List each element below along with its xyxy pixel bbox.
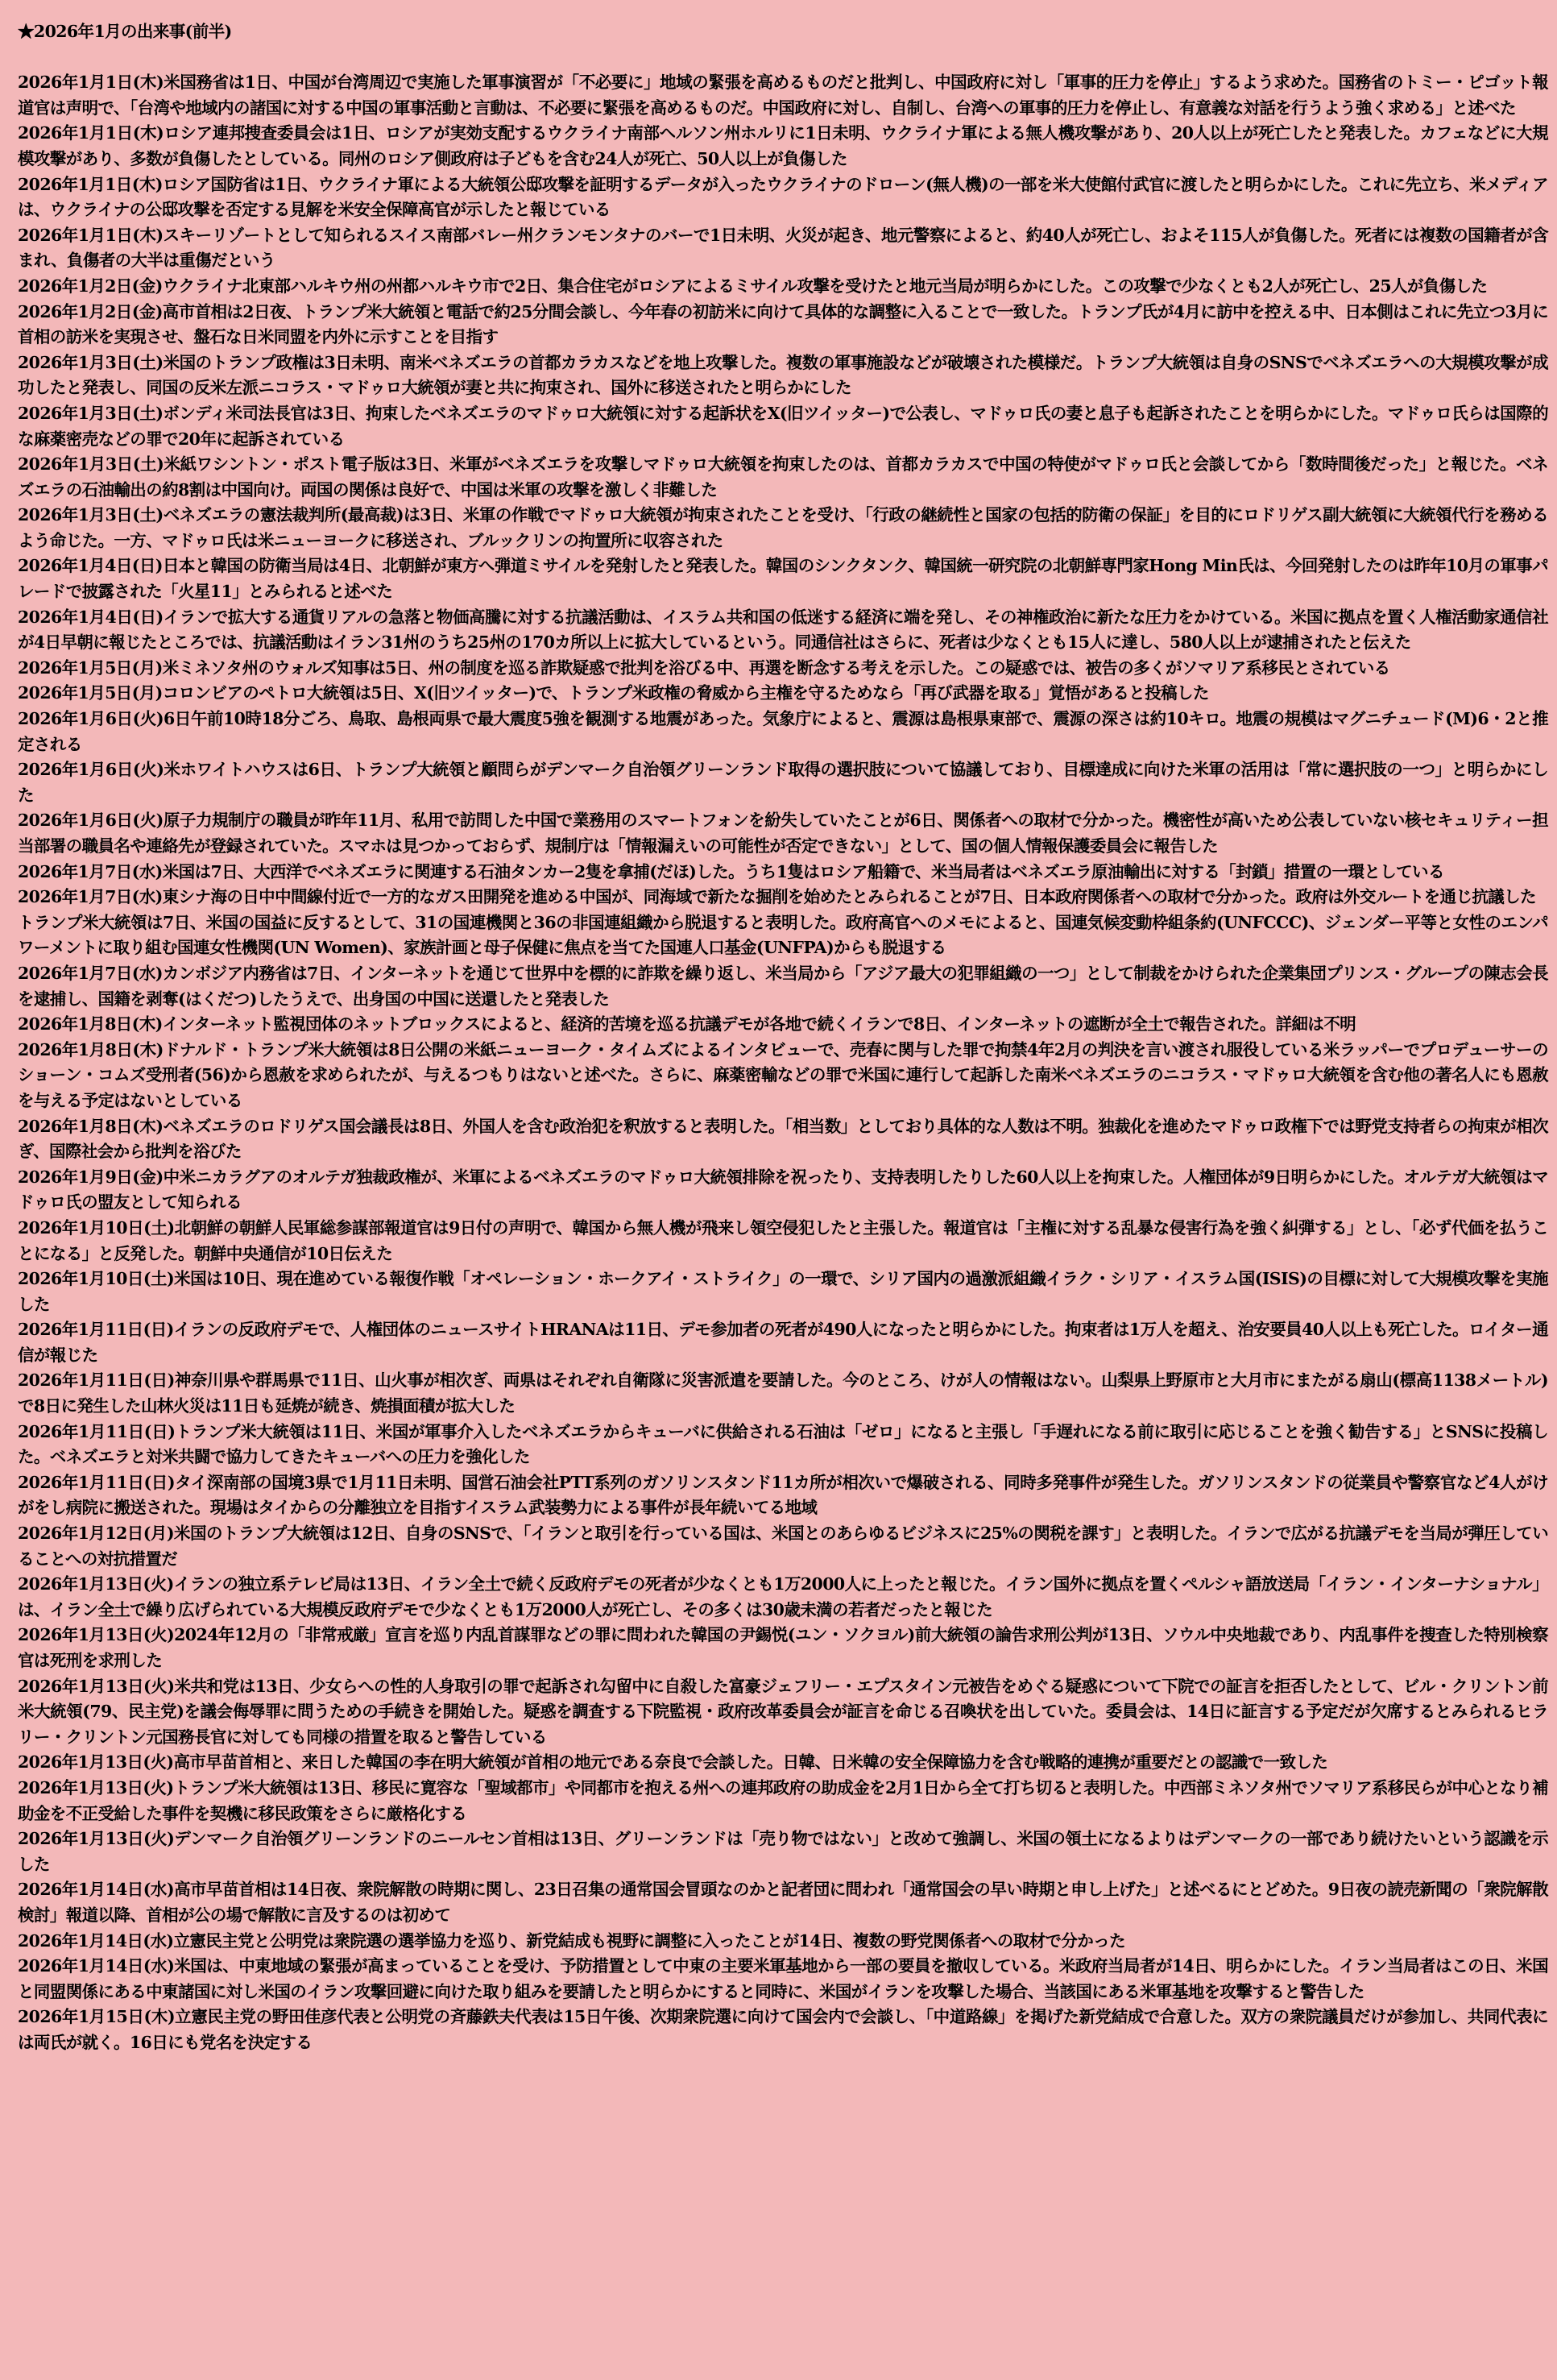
- news-entry: 2026年1月10日(土)米国は10日、現在進めている報復作戦「オペレーション・ホークアイ・ストライク」の一環で、シリア国内の過激派組織イラク・シリア・イスラム国(ISIS)の目標に対して大規模攻撃を実施した: [18, 1269, 1548, 1314]
- news-entry: 2026年1月8日(木)ベネズエラのロドリゲス国会議長は8日、外国人を含む政治犯を釈放すると表明した。「相当数」としており具体的な人数は不明。独裁化を進めたマドゥロ政権下では野党支持者らの拘束が相次ぎ、国際社会から批判を浴びた: [18, 1116, 1548, 1162]
- news-entry: 2026年1月5日(月)米ミネソタ州のウォルズ知事は5日、州の制度を巡る詐欺疑惑で批判を浴びる中、再選を断念する考えを示した。この疑惑では、被告の多くがソマリア系移民とされている: [18, 657, 1390, 678]
- news-entry: 2026年1月5日(月)コロンビアのペトロ大統領は5日、X(旧ツイッター)で、トランプ米政権の脅威から主権を守るためなら「再び武器を取る」覚悟があると投稿した: [18, 683, 1209, 703]
- news-entry: 2026年1月13日(火)高市早苗首相と、来日した韓国の李在明大統領が首相の地元である奈良で会談した。日韓、日米韓の安全保障協力を含む戦略的連携が重要だとの認識で一致した: [18, 1752, 1328, 1773]
- news-entry: 2026年1月2日(金)高市首相は2日夜、トランプ米大統領と電話で約25分間会談し、今年春の初訪米に向けて具体的な調整に入ることで一致した。トランプ氏が4月に訪中を控える中、日本側はこれに先立つ3月に首相の訪米を実現させ、盤石な日米同盟を内外に示すことを目指す: [18, 301, 1548, 347]
- news-entry: 2026年1月13日(火)2024年12月の「非常戒厳」宣言を巡り内乱首謀罪などの罪に問われた韓国の尹錫悦(ユン・ソクヨル)前大統領の論告求刑公判が13日、ソウル中央地裁であり、内乱事件を捜査した特別検察官は死刑を求刑した: [18, 1625, 1548, 1670]
- news-entry: 2026年1月12日(月)米国のトランプ大統領は12日、自身のSNSで、「イランと取引を行っている国は、米国とのあらゆるビジネスに25%の関税を課す」と表明した。イランで広がる抗議デモを当局が弾圧していることへの対抗措置だ: [18, 1524, 1548, 1569]
- news-entry: 2026年1月1日(木)スキーリゾートとして知られるスイス南部バレー州クランモンタナのバーで1日未明、火災が起き、地元警察によると、約40人が死亡し、およそ115人が負傷した。死者には複数の国籍者が含まれ、負傷者の大半は重傷だという: [18, 225, 1548, 271]
- news-entry: 2026年1月13日(火)イランの独立系テレビ局は13日、イラン全土で続く反政府デモの死者が少なくとも1万2000人に上ったと報じた。イラン国外に拠点を置くペルシャ語放送局「イラン・インターナショナル」は、イラン全土で繰り広げられている大規模反政府デモで少なくとも1万2000人が死亡し、その多くは30歳未満の若者だったと報じた: [18, 1574, 1548, 1619]
- news-entry: 2026年1月1日(木)ロシア国防省は1日、ウクライナ軍による大統領公邸攻撃を証明するデータが入ったウクライナのドローン(無人機)の一部を米大使館付武官に渡したと明らかにした。これに先立ち、米メディアは、ウクライナの公邸攻撃を否定する見解を米安全保障高官が示したと報じている: [18, 174, 1548, 220]
- news-entry: 2026年1月3日(土)米紙ワシントン・ポスト電子版は3日、米軍がベネズエラを攻撃しマドゥロ大統領を拘束したのは、首都カラカスで中国の特使がマドゥロ氏と会談してから「数時間後だった」と報じた。ベネズエラの石油輸出の約8割は中国向け。両国の関係は良好で、中国は米軍の攻撃を激しく非難した: [18, 454, 1548, 500]
- news-entry: 2026年1月15日(木)立憲民主党の野田佳彦代表と公明党の斉藤鉄夫代表は15日午後、次期衆院選に向けて国会内で会談し、「中道路線」を掲げた新党結成で合意した。双方の衆院議員だけが参加し、共同代表には両氏が就く。16日にも党名を決定する: [18, 2007, 1548, 2052]
- entry-list: [18, 70, 1548, 2055]
- news-entry: 2026年1月3日(土)ベネズエラの憲法裁判所(最高裁)は3日、米軍の作戦でマドゥロ大統領が拘束されたことを受け、「行政の継続性と国家の包括的防衛の保証」を目的にロドリゲス副大統領に大統領代行を務めるよう命じた。一方、マドゥロ氏は米ニューヨークに移送され、ブルックリンの拘置所に収容された: [18, 505, 1549, 550]
- news-entry: 2026年1月4日(日)日本と韓国の防衛当局は4日、北朝鮮が東方へ弾道ミサイルを発射したと発表した。韓国のシンクタンク、韓国統一研究院の北朝鮮専門家Hong Min氏は、今回発射したのは昨年10月の軍事パレードで披露された「火星11」とみられると述べた: [18, 556, 1548, 602]
- news-entry: 2026年1月1日(木)米国務省は1日、中国が台湾周辺で実施した軍事演習が「不必要に」地域の緊張を高めるものだと批判し、中国政府に対し「軍事的圧力を停止」するよう求めた。国務省のトミー・ピゴット報道官は声明で、「台湾や地域内の諸国に対する中国の軍事活動と言動は、不必要に緊張を高めるものだ。中国政府に対し、自制し、台湾への軍事的圧力を停止し、有意義な対話を行うよう強く求める」と述べた: [18, 73, 1548, 118]
- news-entry: 2026年1月7日(水)カンボジア内務省は7日、インターネットを通じて世界中を標的に詐欺を繰り返し、米当局から「アジア最大の犯罪組織の一つ」として制裁をかけられた企業集団プリンス・グループの陳志会長を逮捕し、国籍を剥奪(はくだつ)したうえで、出身国の中国に送還したと発表した: [18, 963, 1548, 1009]
- news-entry: 2026年1月6日(火)原子力規制庁の職員が昨年11月、私用で訪問した中国で業務用のスマートフォンを紛失していたことが6日、関係者への取材で分かった。機密性が高いため公表していない核セキュリティー担当部署の職員名や連絡先が登録されていた。スマホは見つかっておらず、規制庁は「情報漏えいの可能性が否定できない」として、国の個人情報保護委員会に報告した: [18, 811, 1548, 856]
- title-spacer: [18, 45, 1548, 71]
- news-entry: 2026年1月9日(金)中米ニカラグアのオルテガ独裁政権が、米軍によるベネズエラのマドゥロ大統領排除を祝ったり、支持表明したりした60人以上を拘束した。人権団体が9日明らかにした。オルテガ大統領はマドゥロ氏の盟友として知られる: [18, 1167, 1548, 1213]
- news-entry: 2026年1月3日(土)米国のトランプ政権は3日未明、南米ベネズエラの首都カラカスなどを地上攻撃した。複数の軍事施設などが破壊された模様だ。トランプ大統領は自身のSNSでベネズエラへの大規模攻撃が成功したと発表し、同国の反米左派ニコラス・マドゥロ大統領が妻と共に拘束され、国外に移送されたと明らかにした: [18, 352, 1548, 398]
- news-entry: 2026年1月13日(火)デンマーク自治領グリーンランドのニールセン首相は13日、グリーンランドは「売り物ではない」と改めて強調し、米国の領土になるよりはデンマークの一部であり続けたいという認識を示した: [18, 1829, 1548, 1874]
- news-entry: 2026年1月11日(日)タイ深南部の国境3県で1月11日未明、国営石油会社PTT系列のガソリンスタンド11カ所が相次いで爆破される、同時多発事件が発生した。ガソリンスタンドの従業員や警察官など4人がけがをし病院に搬送された。現場はタイからの分離独立を目指すイスラム武装勢力による事件が長年続いてる地域: [18, 1472, 1548, 1518]
- news-entry: 2026年1月3日(土)ボンディ米司法長官は3日、拘束したベネズエラのマドゥロ大統領に対する起訴状をX(旧ツイッター)で公表し、マドゥロ氏の妻と息子も起訴されたことを明らかにした。マドゥロ氏らは国際的な麻薬密売などの罪で20年に起訴されている: [18, 403, 1548, 449]
- news-entry: 2026年1月4日(日)イランで拡大する通貨リアルの急落と物価高騰に対する抗議活動は、イスラム共和国の低迷する経済に端を発し、その神権政治に新たな圧力をかけている。米国に拠点を置く人権活動家通信社が4日早朝に報じたところでは、抗議活動はイラン31州のうち25州の170カ所以上に拡大しているという。同通信社はさらに、死者は少なくとも15人に達し、580人以上が逮捕されたと伝えた: [18, 607, 1548, 653]
- news-entry: 2026年1月6日(火)米ホワイトハウスは6日、トランプ大統領と顧問らがデンマーク自治領グリーンランド取得の選択肢について協議しており、目標達成に向けた米軍の活用は「常に選択肢の一つ」と明らかにした: [18, 760, 1548, 805]
- news-entry: 2026年1月8日(木)ドナルド・トランプ米大統領は8日公開の米紙ニューヨーク・タイムズによるインタビューで、売春に関与した罪で拘禁4年2月の判決を言い渡され服役している米ラッパーでプロデューサーのショーン・コムズ受刑者(56)から恩赦を求められたが、与えるつもりはないと述べた。さらに、麻薬密輸などの罪で米国に連行して起訴した南米ベネズエラのニコラス・マドゥロ大統領を含む他の著名人にも恩赦を与える予定はないとしている: [18, 1039, 1548, 1110]
- news-entry: 2026年1月11日(日)神奈川県や群馬県で11日、山火事が相次ぎ、両県はそれぞれ自衛隊に災害派遣を要請した。今のところ、けが人の情報はない。山梨県上野原市と大月市にまたがる扇山(標高1138メートル)で8日に発生した山林火災は11日も延焼が続き、焼損面積が拡大した: [18, 1370, 1548, 1416]
- news-entry: 2026年1月6日(火)6日午前10時18分ごろ、鳥取、島根両県で最大震度5強を観測する地震があった。気象庁によると、震源は島根県東部で、震源の深さは約10キロ。地震の規模はマグニチュード(M)6・2と推定される: [18, 709, 1548, 754]
- news-entry: トランプ米大統領は7日、米国の国益に反するとして、31の国連機関と36の非国連組織から脱退すると表明した。政府高官へのメモによると、国連気候変動枠組条約(UNFCCC)、ジェンダー平等と女性のエンパワーメントに取り組む国連女性機関(UN Women)、家族計画と母子保健に焦点を当てた国連人口基金(UNFPA)からも脱退する: [18, 912, 1548, 958]
- news-entry: 2026年1月10日(土)北朝鮮の朝鮮人民軍総参謀部報道官は9日付の声明で、韓国から無人機が飛来し領空侵犯したと主張した。報道官は「主権に対する乱暴な侵害行為を強く糾弾する」とし、「必ず代価を払うことになる」と反発した。朝鮮中央通信が10日伝えた: [18, 1217, 1548, 1263]
- news-entry: 2026年1月7日(水)東シナ海の日中中間線付近で一方的なガス田開発を進める中国が、同海域で新たな掘削を始めたとみられることが7日、日本政府関係者への取材で分かった。政府は外交ルートを通じ抗議した: [18, 887, 1536, 907]
- news-entry: 2026年1月14日(水)米国は、中東地域の緊張が高まっていることを受け、予防措置として中東の主要米軍基地から一部の要員を撤収している。米政府当局者が14日、明らかにした。イラン当局者はこの日、米国と同盟関係にある中東諸国に対し米国のイラン攻撃回避に向けた取り組みを要請したと明らかにすると同時に、米国がイランを攻撃した場合、当該国にある米軍基地を攻撃すると警告した: [18, 1956, 1548, 2001]
- news-entry: 2026年1月14日(水)立憲民主党と公明党は衆院選の選挙協力を巡り、新党結成も視野に調整に入ったことが14日、複数の野党関係者への取材で分かった: [18, 1930, 1125, 1951]
- news-entry: 2026年1月13日(火)米共和党は13日、少女らへの性的人身取引の罪で起訴され勾留中に自殺した富豪ジェフリー・エプスタイン元被告をめぐる疑惑について下院での証言を拒否したとして、ビル・クリントン前米大統領(79、民主党)を議会侮辱罪に問うための手続きを開始した。疑惑を調査する下院監視・政府改革委員会が証言を命じる召喚状を出していた。委員会は、14日に証言する予定だが欠席するとみられるヒラリー・クリントン元国務長官に対しても同様の措置を取ると警告している: [18, 1676, 1549, 1747]
- document-title: ★2026年1月の出来事(前半): [18, 22, 232, 41]
- news-entry: 2026年1月13日(火)トランプ米大統領は13日、移民に寛容な「聖域都市」や同都市を抱える州への連邦政府の助成金を2月1日から全て打ち切ると表明した。中西部ミネソタ州でソマリア系移民らが中心となり補助金を不正受給した事件を契機に移民政策をさらに厳格化する: [18, 1777, 1548, 1823]
- news-entry: 2026年1月1日(木)ロシア連邦捜査委員会は1日、ロシアが実効支配するウクライナ南部ヘルソン州ホルリに1日未明、ウクライナ軍による無人機攻撃があり、20人以上が死亡したと発表した。カフェなどに大規模攻撃があり、多数が負傷したとしている。同州のロシア側政府は子どもを含む24人が死亡、50人以上が負傷した: [18, 123, 1548, 168]
- document-body: [18, 19, 1548, 2056]
- news-entry: 2026年1月11日(日)トランプ米大統領は11日、米国が軍事介入したベネズエラからキューバに供給される石油は「ゼロ」になると主張し「手遅れになる前に取引に応じることを強く勧告する」とSNSに投稿した。ベネズエラと対米共闘で協力してきたキューバへの圧力を強化した: [18, 1421, 1548, 1467]
- news-entry: 2026年1月14日(水)高市早苗首相は14日夜、衆院解散の時期に関し、23日召集の通常国会冒頭なのかと記者団に問われ「通常国会の早い時期と申し上げた」と述べるにとどめた。9日夜の読売新聞の「衆院解散検討」報道以降、首相が公の場で解散に言及するのは初めて: [18, 1880, 1548, 1925]
- news-entry: 2026年1月7日(水)米国は7日、大西洋でベネズエラに関連する石油タンカー2隻を拿捕(だほ)した。うち1隻はロシア船籍で、米当局者はベネズエラ原油輸出に対する「封鎖」措置の一環としている: [18, 861, 1444, 881]
- news-entry: 2026年1月2日(金)ウクライナ北東部ハルキウ州の州都ハルキウ市で2日、集合住宅がロシアによるミサイル攻撃を受けたと地元当局が明らかにした。この攻撃で少なくとも2人が死亡し、25人が負傷した: [18, 276, 1488, 296]
- news-entry: 2026年1月8日(木)インターネット監視団体のネットブロックスによると、経済的苦境を巡る抗議デモが各地で続くイランで8日、インターネットの遮断が全土で報告された。詳細は不明: [18, 1014, 1356, 1035]
- news-entry: 2026年1月11日(日)イランの反政府デモで、人権団体のニュースサイトHRANAは11日、デモ参加者の死者が490人になったと明らかにした。拘束者は1万人を超え、治安要員40人以上も死亡した。ロイター通信が報じた: [18, 1320, 1548, 1365]
